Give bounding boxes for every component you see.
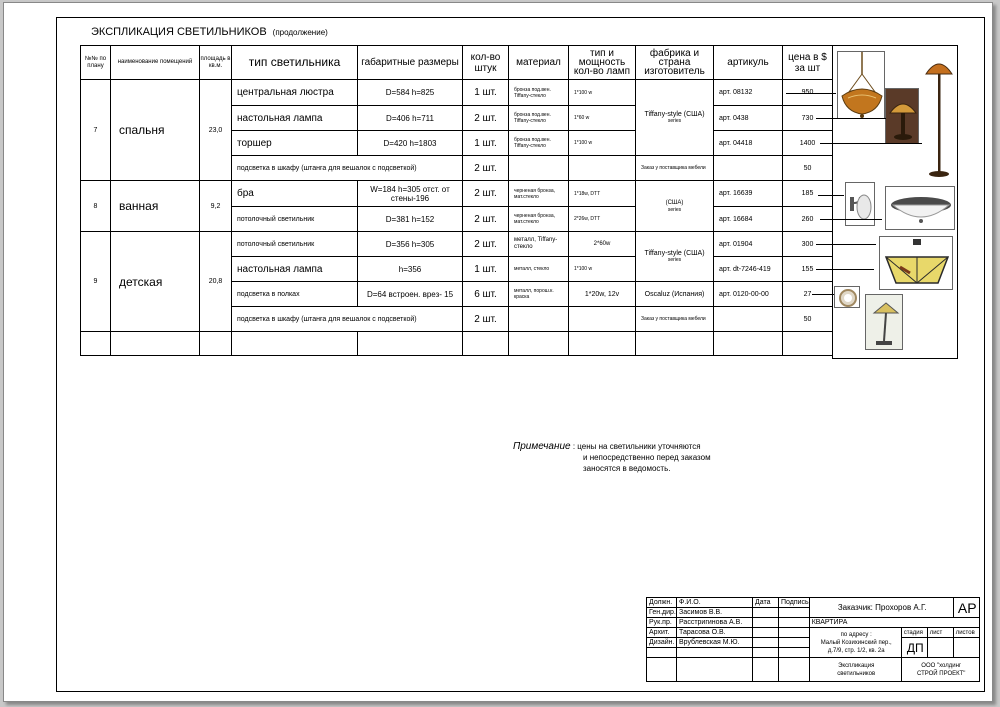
stamp-header-date: Дата bbox=[753, 598, 779, 608]
page-title bbox=[91, 26, 328, 38]
room-name: спальня bbox=[111, 80, 200, 181]
fixture-lamps: 1*100 w bbox=[569, 257, 636, 282]
fixture-lamps: 1*100 w bbox=[569, 131, 636, 156]
stamp-name: Расстригинова А.В. bbox=[677, 618, 753, 628]
fixture-maker bbox=[636, 80, 714, 156]
chandelier-image bbox=[837, 51, 885, 119]
room-name: ванная bbox=[111, 181, 200, 232]
fixture-maker: Oscaluz (Испания) bbox=[636, 282, 714, 307]
fixture-type: потолочный светильник bbox=[232, 232, 358, 257]
series-text: series bbox=[667, 206, 682, 213]
fixture-qty: 2 шт. bbox=[463, 207, 509, 232]
fixture-qty: 1 шт. bbox=[463, 257, 509, 282]
fixture-price: 185 bbox=[783, 181, 833, 207]
desk-lamp-image bbox=[865, 294, 903, 350]
title-block bbox=[646, 597, 980, 682]
stamp-role: Рук.пр. bbox=[647, 618, 677, 628]
fixture-article: арт. 16684 bbox=[714, 207, 783, 232]
fixture-dims: W=184 h=305 отст. от стены-196 bbox=[358, 181, 463, 207]
footnote bbox=[513, 441, 711, 474]
note-line: и непосредственно перед заказом bbox=[583, 453, 711, 462]
fixture-qty: 2 шт. bbox=[463, 307, 509, 332]
fixture-material: бронза под.вен. Tiffany-стекло bbox=[509, 106, 569, 131]
leader-line bbox=[820, 143, 922, 144]
fixture-price: 260 bbox=[783, 207, 833, 232]
fixture-qty: 1 шт. bbox=[463, 80, 509, 106]
table-row bbox=[81, 181, 833, 207]
fixture-material: черненая бронза, мат.стекло bbox=[509, 207, 569, 232]
fixture-lamps: 1*100 w bbox=[569, 80, 636, 106]
stamp-code: АР bbox=[953, 598, 979, 618]
table-lamp-image bbox=[885, 88, 919, 144]
fixture-price: 1400 bbox=[783, 131, 833, 156]
stamp-sheet-header: лист bbox=[927, 628, 953, 638]
leader-line bbox=[812, 294, 834, 295]
stamp-stage: ДП bbox=[901, 638, 927, 658]
room-area: 9,2 bbox=[200, 181, 232, 232]
fixture-material: металл, порош.к. краска bbox=[509, 282, 569, 307]
fixture-material: черненая бронза, мат.стекло bbox=[509, 181, 569, 207]
stamp-doc-title: Экспликация светильников bbox=[809, 658, 901, 682]
fixture-type: подсветка в шкафу (штанга для вешалок с подсветкой) bbox=[232, 307, 463, 332]
luminaire-table bbox=[80, 45, 833, 356]
fixture-type: бра bbox=[232, 181, 358, 207]
stamp-name: Врублевская М.Ю. bbox=[677, 638, 753, 648]
ceiling-light-image bbox=[885, 186, 955, 230]
fixture-dims: D=64 встроен. врез- 15 bbox=[358, 282, 463, 307]
fixture-price: 300 bbox=[783, 232, 833, 257]
stamp-role: Ген.дир. bbox=[647, 608, 677, 618]
leader-line bbox=[816, 244, 876, 245]
fixture-article bbox=[714, 307, 783, 332]
fixture-price: 730 bbox=[783, 106, 833, 131]
fixture-maker: Заказ у поставщика мебели bbox=[636, 156, 714, 181]
fixture-lamps bbox=[569, 156, 636, 181]
fixture-material: бронза под.вен. Tiffany-стекло bbox=[509, 80, 569, 106]
stamp-stage-header: стадия bbox=[901, 628, 927, 638]
fixture-price: 155 bbox=[783, 257, 833, 282]
leader-line bbox=[820, 219, 882, 220]
header-lamps: тип и мощность кол-во ламп bbox=[569, 46, 636, 80]
room-num: 9 bbox=[81, 232, 111, 332]
subtitle-text: (продолжение) bbox=[272, 28, 328, 37]
stamp-org: ООО "холдинг СТРОЙ ПРОЕКТ" bbox=[901, 658, 979, 682]
note-line: : цены на светильники уточняются bbox=[572, 442, 701, 451]
recessed-light-image bbox=[834, 286, 860, 308]
header-maker: фабрика и страна изготовитель bbox=[636, 46, 714, 80]
fixture-type: торшер bbox=[232, 131, 358, 156]
fixture-lamps: 1*20w, 12v bbox=[569, 282, 636, 307]
maker-text: (США) bbox=[665, 199, 684, 206]
fixture-dims: h=356 bbox=[358, 257, 463, 282]
series-text: series bbox=[667, 118, 682, 124]
table-row bbox=[81, 80, 833, 106]
fixture-lamps bbox=[569, 307, 636, 332]
fixture-qty: 2 шт. bbox=[463, 156, 509, 181]
fixture-maker bbox=[636, 232, 714, 282]
fixture-type: центральная люстра bbox=[232, 80, 358, 106]
table-row bbox=[81, 232, 833, 257]
fixture-price: 50 bbox=[783, 156, 833, 181]
fixture-material: металл, стекло bbox=[509, 257, 569, 282]
fixture-material: бронза под.вен. Tiffany-стекло bbox=[509, 131, 569, 156]
header-dims: габаритные размеры bbox=[358, 46, 463, 80]
room-area: 23,0 bbox=[200, 80, 232, 181]
fixture-dims: D=420 h=1803 bbox=[358, 131, 463, 156]
stamp-role: Архит. bbox=[647, 628, 677, 638]
fixture-type: подсветка в шкафу (штанга для вешалок с подсветкой) bbox=[232, 156, 463, 181]
floor-lamp-image bbox=[923, 50, 955, 180]
stamp-address: по адресу : Малый Козихинский пер., д.7/9, стр. 1/2, кв. 2а bbox=[809, 628, 901, 658]
fixture-article: арт. 08132 bbox=[714, 80, 783, 106]
header-type: тип светильника bbox=[232, 46, 358, 80]
fixture-dims: D=381 h=152 bbox=[358, 207, 463, 232]
fixture-material bbox=[509, 307, 569, 332]
fixture-lamps: 2*26w, DTT bbox=[569, 207, 636, 232]
fixture-maker: Заказ у поставщика мебели bbox=[636, 307, 714, 332]
fixture-material bbox=[509, 156, 569, 181]
stamp-name: Тарасова О.В. bbox=[677, 628, 753, 638]
fixture-dims: D=584 h=825 bbox=[358, 80, 463, 106]
leader-line bbox=[786, 93, 836, 94]
header-qty: кол-во штук bbox=[463, 46, 509, 80]
note-line: заносятся в ведомость. bbox=[583, 464, 671, 473]
title-text: ЭКСПЛИКАЦИЯ СВЕТИЛЬНИКОВ bbox=[91, 26, 267, 38]
stamp-role: Дизайн. bbox=[647, 638, 677, 648]
room-num: 7 bbox=[81, 80, 111, 181]
fixture-qty: 6 шт. bbox=[463, 282, 509, 307]
fixture-article: арт. 0120-00-00 bbox=[714, 282, 783, 307]
room-area: 20,8 bbox=[200, 232, 232, 332]
fixture-article: арт. 04418 bbox=[714, 131, 783, 156]
fixture-type: подсветка в полках bbox=[232, 282, 358, 307]
fixture-article bbox=[714, 156, 783, 181]
header-price: цена в $ за шт bbox=[783, 46, 833, 80]
fixture-lamps: 1*18w, DTT bbox=[569, 181, 636, 207]
note-label: Примечание bbox=[513, 441, 571, 452]
series-text: series bbox=[667, 257, 682, 263]
stamp-header-role: Должн. bbox=[647, 598, 677, 608]
fixture-article: арт. dt-7246-419 bbox=[714, 257, 783, 282]
fixture-article: арт. 0438 bbox=[714, 106, 783, 131]
fixture-qty: 1 шт. bbox=[463, 131, 509, 156]
fixture-qty: 2 шт. bbox=[463, 106, 509, 131]
leader-line bbox=[816, 118, 886, 119]
fixture-material: металл, Tiffany-стекло bbox=[509, 232, 569, 257]
tiffany-ceiling-image bbox=[879, 236, 953, 290]
fixture-lamps: 2*60w bbox=[569, 232, 636, 257]
fixture-qty: 2 шт. bbox=[463, 232, 509, 257]
leader-line bbox=[816, 269, 874, 270]
stamp-header-name: Ф.И.О. bbox=[677, 598, 753, 608]
fixture-article: арт. 01904 bbox=[714, 232, 783, 257]
table-row-empty bbox=[81, 332, 833, 356]
stamp-name: Засимов В.В. bbox=[677, 608, 753, 618]
stamp-customer: Заказчик: Прохоров А.Г. bbox=[809, 598, 953, 618]
fixture-price: 27 bbox=[783, 282, 833, 307]
room-num: 8 bbox=[81, 181, 111, 232]
fixture-lamps: 1*60 w bbox=[569, 106, 636, 131]
header-row bbox=[81, 46, 833, 80]
room-name: детская bbox=[111, 232, 200, 332]
leader-line bbox=[818, 195, 844, 196]
fixture-type: потолочный светильник bbox=[232, 207, 358, 232]
fixture-images-panel bbox=[832, 45, 958, 359]
maker-text: Tiffany-style (США) bbox=[644, 111, 705, 118]
stamp-header-sign: Подпись bbox=[779, 598, 810, 608]
fixture-dims: D=356 h=305 bbox=[358, 232, 463, 257]
header-num: №№ по плану bbox=[81, 46, 111, 80]
fixture-type: настольная лампа bbox=[232, 106, 358, 131]
maker-text: Tiffany-style (США) bbox=[644, 250, 705, 257]
stamp-sheets-header: листов bbox=[953, 628, 979, 638]
header-article: артикуль bbox=[714, 46, 783, 80]
header-room: наименование помещений bbox=[111, 46, 200, 80]
fixture-article: арт. 16639 bbox=[714, 181, 783, 207]
fixture-qty: 2 шт. bbox=[463, 181, 509, 207]
fixture-price: 50 bbox=[783, 307, 833, 332]
fixture-dims: D=406 h=711 bbox=[358, 106, 463, 131]
header-material: материал bbox=[509, 46, 569, 80]
stamp-object: КВАРТИРА bbox=[809, 618, 979, 628]
header-area: площадь в кв.м. bbox=[200, 46, 232, 80]
fixture-type: настольная лампа bbox=[232, 257, 358, 282]
fixture-maker bbox=[636, 181, 714, 232]
